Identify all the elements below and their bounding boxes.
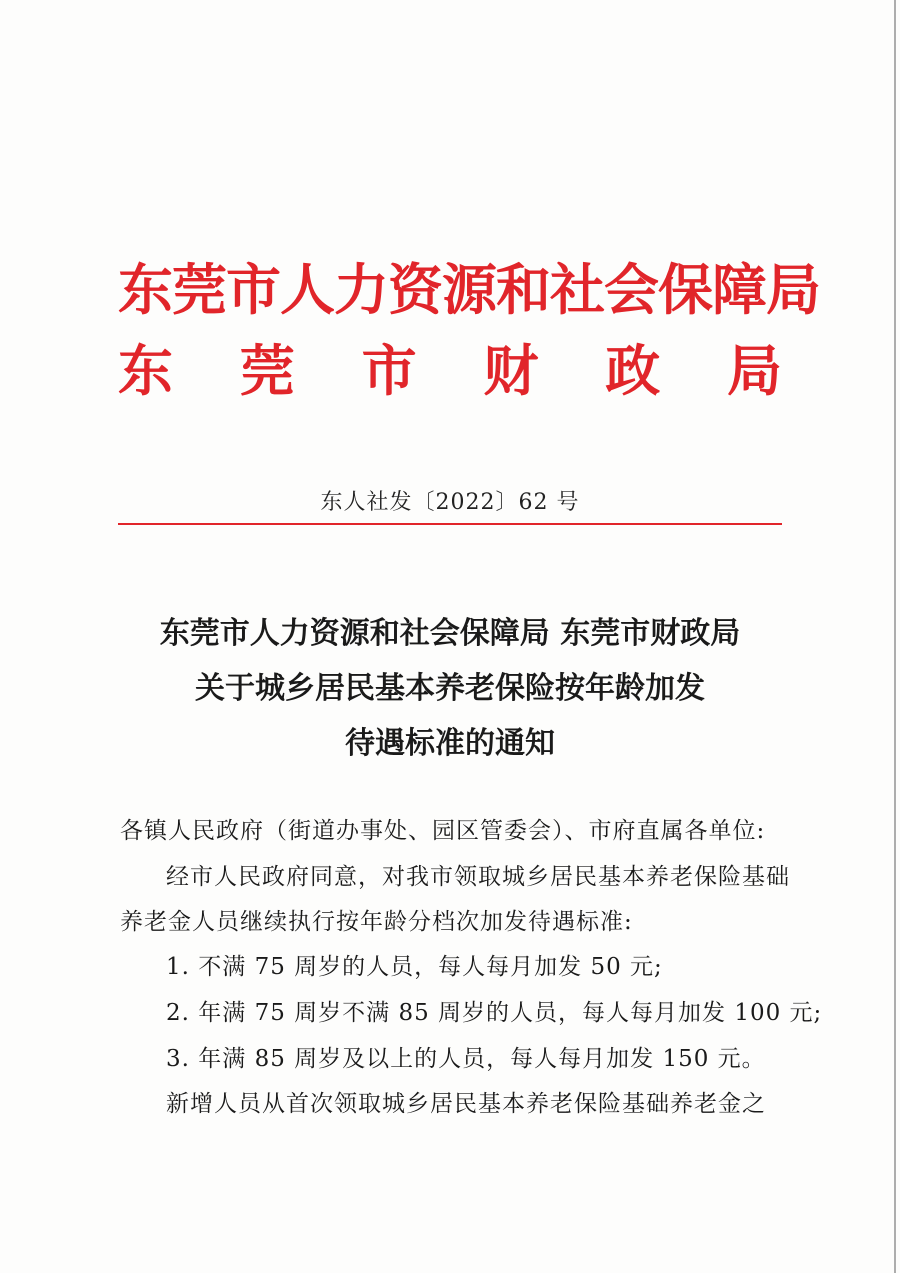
notice-title-line2: 关于城乡居民基本养老保险按年龄加发	[195, 671, 705, 706]
list-item: 2. 年满 75 周岁不满 85 周岁的人员，每人每月加发 100 元;	[166, 1000, 823, 1026]
paragraph1-line1: 经市人民政府同意，对我市领取城乡居民基本养老保险基础	[166, 864, 790, 890]
paragraph2-line1: 新增人员从首次领取城乡居民基本养老保险基础养老金之	[166, 1091, 766, 1117]
document-number: 东人社发〔2022〕62 号	[320, 490, 580, 515]
list-item: 3. 年满 85 周岁及以上的人员，每人每月加发 150 元。	[166, 1046, 766, 1072]
agency-header-line1: 东莞市人力资源和社会保障局	[118, 257, 821, 322]
agency-header-char: 莞	[239, 338, 295, 403]
list-item: 1. 不满 75 周岁的人员，每人每月加发 50 元;	[166, 954, 663, 980]
agency-header-char: 财	[483, 338, 539, 403]
notice-title-line3: 待遇标准的通知	[345, 726, 555, 761]
agency-header-char: 局	[726, 338, 782, 403]
red-divider-line	[118, 523, 782, 525]
agency-header-char: 政	[605, 338, 661, 403]
paragraph1-line2: 养老金人员继续执行按年龄分档次加发待遇标准:	[120, 909, 633, 935]
notice-title-line1: 东莞市人力资源和社会保障局 东莞市财政局	[159, 616, 741, 651]
agency-header-char: 市	[361, 338, 417, 403]
agency-header-char: 东	[118, 338, 174, 403]
salutation: 各镇人民政府（街道办事处、园区管委会）、市府直属各单位:	[120, 818, 766, 844]
agency-header-line2	[118, 338, 782, 403]
